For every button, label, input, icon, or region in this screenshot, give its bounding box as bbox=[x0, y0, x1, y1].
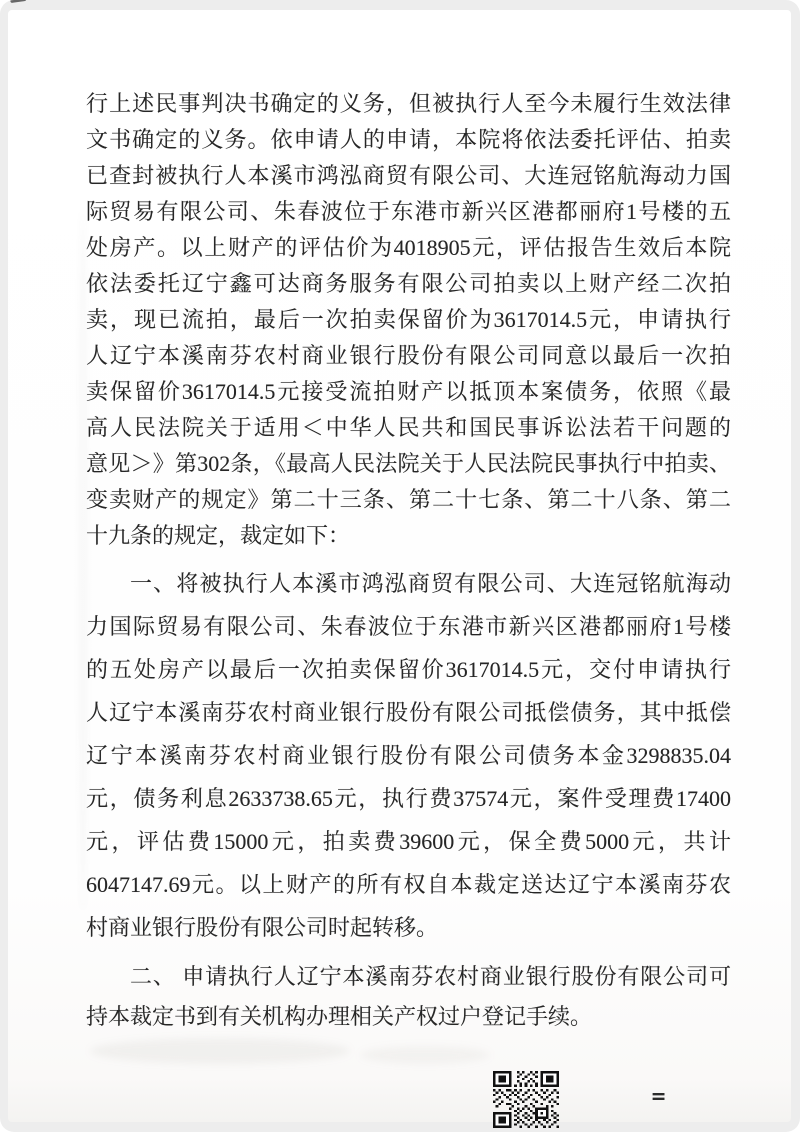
scan-artifact-speck bbox=[10, 0, 27, 3]
qr-code-icon bbox=[493, 1071, 559, 1128]
paragraph-item-two bbox=[86, 957, 731, 1037]
text-line: 6047147.69元。以上财产的所有权自本裁定送达辽宁本溪南芬农 bbox=[86, 872, 731, 897]
text-line: 际贸易有限公司、朱春波位于东港市新兴区港都丽府1号楼的五 bbox=[86, 199, 731, 224]
scan-smudge bbox=[90, 1038, 350, 1064]
text-line: 的五处房产以最后一次拍卖保留价3617014.5元，交付申请执行 bbox=[86, 657, 731, 682]
text-line: 力国际贸易有限公司、朱春波位于东港市新兴区港都丽府1号楼 bbox=[86, 614, 731, 639]
text-line: 变卖财产的规定》第二十三条、第二十七条、第二十八条、第二 bbox=[86, 487, 731, 512]
equals-mark: = bbox=[651, 1084, 666, 1108]
text-line: 二、 申请执行人辽宁本溪南芬农村商业银行股份有限公司可 bbox=[130, 964, 731, 989]
text-line: 元，评估费15000元，拍卖费39600元，保全费5000元，共计 bbox=[86, 829, 731, 854]
ruling-text-block bbox=[86, 86, 731, 1037]
text-line: 人辽宁本溪南芬农村商业银行股份有限公司同意以最后一次拍 bbox=[86, 343, 731, 368]
text-line: 人辽宁本溪南芬农村商业银行股份有限公司抵偿债务，其中抵偿 bbox=[86, 700, 731, 725]
paragraph-continuation bbox=[86, 86, 731, 554]
text-line: 卖，现已流拍，最后一次拍卖保留价为3617014.5元，申请执行 bbox=[86, 307, 731, 332]
scan-smudge bbox=[360, 1046, 490, 1064]
text-line: 已查封被执行人本溪市鸿泓商贸有限公司、大连冠铭航海动力国 bbox=[86, 163, 731, 188]
text-line: 高人民法院关于适用＜中华人民共和国民事诉讼法若干问题的 bbox=[86, 415, 731, 440]
document-page bbox=[8, 10, 791, 1122]
text-line: 处房产。以上财产的评估价为4018905元，评估报告生效后本院 bbox=[86, 235, 731, 260]
text-line: 持本裁定书到有关机构办理相关产权过户登记手续。 bbox=[86, 1004, 593, 1029]
text-line: 行上述民事判决书确定的义务，但被执行人至今未履行生效法律 bbox=[86, 91, 731, 116]
text-line: 卖保留价3617014.5元接受流拍财产以抵顶本案债务，依照《最 bbox=[86, 379, 731, 404]
text-line: 文书确定的义务。依申请人的申请，本院将依法委托评估、拍卖 bbox=[86, 127, 731, 152]
text-line: 村商业银行股份有限公司时起转移。 bbox=[86, 915, 439, 940]
text-line: 一、将被执行人本溪市鸿泓商贸有限公司、大连冠铭航海动 bbox=[130, 571, 731, 596]
text-line: 意见＞》第302条，《最高人民法院关于人民法院民事执行中拍卖、 bbox=[86, 451, 731, 476]
text-line: 十九条的规定，裁定如下： bbox=[86, 523, 351, 548]
paragraph-item-one bbox=[86, 562, 731, 949]
text-line: 辽宁本溪南芬农村商业银行股份有限公司债务本金3298835.04 bbox=[86, 743, 731, 768]
text-line: 依法委托辽宁鑫可达商务服务有限公司拍卖以上财产经二次拍 bbox=[86, 271, 731, 296]
text-line: 元，债务利息2633738.65元，执行费37574元，案件受理费17400 bbox=[86, 786, 731, 811]
